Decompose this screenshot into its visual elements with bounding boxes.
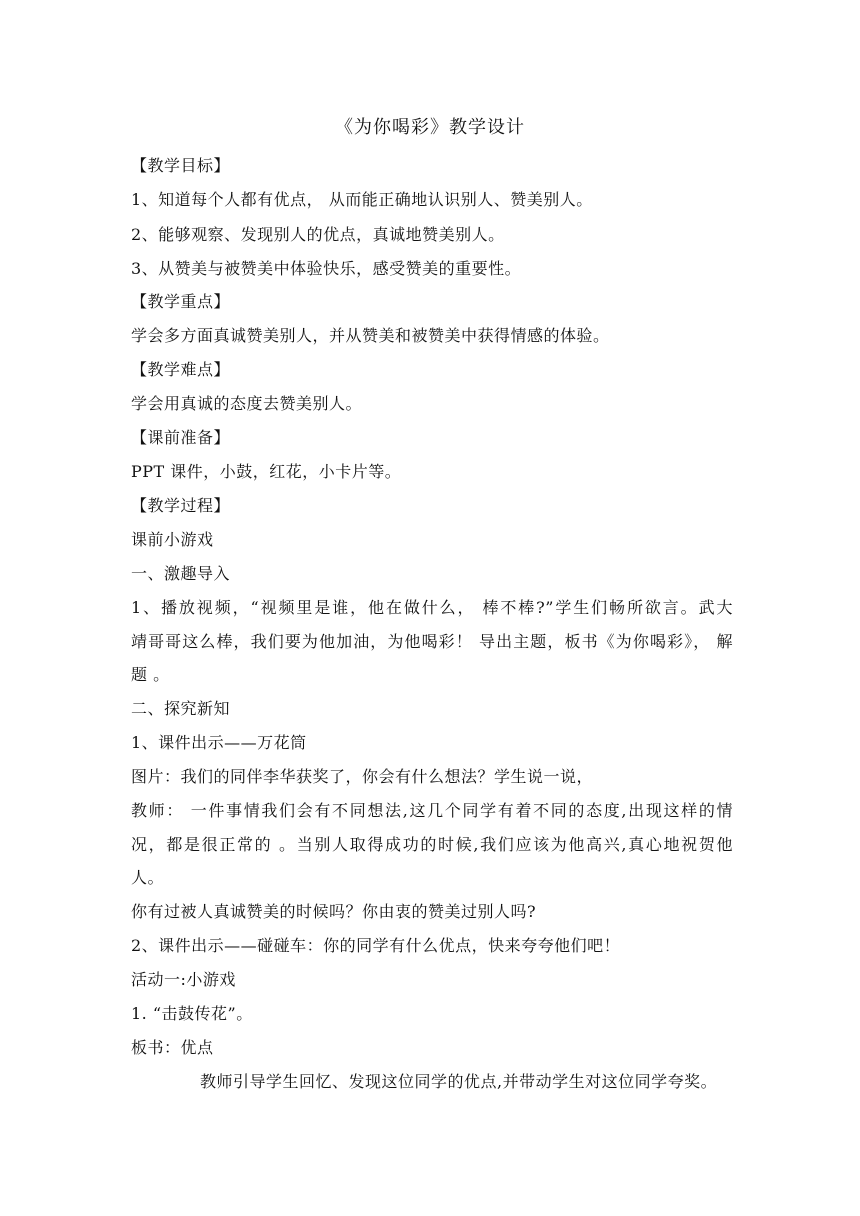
question-line: 你有过被人真诚赞美的时候吗？你由衷的赞美过别人吗?	[131, 902, 537, 921]
focus-text: 学会多方面真诚赞美别人，并从赞美和被赞美中获得情感的体验。	[131, 326, 610, 345]
pre-class-game: 课前小游戏	[131, 530, 214, 549]
part2-item-1: 1、课件出示——万花筒	[131, 733, 307, 752]
part2-heading: 二、探究新知	[131, 699, 231, 718]
document-title: 《为你喝彩》教学设计	[335, 117, 525, 138]
part1-line-1: 1、播放视频，“视频里是谁，他在做什么， 棒不棒?”学生们畅所欲言。武大	[131, 598, 733, 617]
teacher-line-2: 况，都是很正常的 。当别人取得成功的时候,我们应该为他高兴,真心地祝贺他	[131, 835, 733, 854]
prep-text: PPT 课件，小鼓，红花，小卡片等。	[131, 462, 402, 481]
section-heading-difficulty: 【教学难点】	[131, 360, 231, 379]
section-heading-focus: 【教学重点】	[131, 292, 231, 311]
board-note: 板书：优点	[131, 1038, 214, 1057]
part1-line-3: 题 。	[131, 665, 170, 684]
goal-item-3: 3、从赞美与被赞美中体验快乐，感受赞美的重要性。	[131, 259, 522, 278]
picture-line: 图片：我们的同伴李华获奖了，你会有什么想法？学生说一说，	[131, 767, 594, 786]
teacher-line-1: 教师： 一件事情我们会有不同想法,这几个同学有着不同的态度,出现这样的情	[131, 801, 733, 820]
section-heading-goals: 【教学目标】	[131, 156, 231, 175]
activity-1: 活动一:小游戏	[131, 970, 236, 989]
section-heading-prep: 【课前准备】	[131, 428, 231, 447]
part1-line-2: 靖哥哥这么棒，我们要为他加油，为他喝彩！ 导出主题，板书《为你喝彩》， 解	[131, 632, 733, 651]
goal-item-1: 1、知道每个人都有优点， 从而能正确地认识别人、赞美别人。	[131, 190, 593, 209]
section-heading-process: 【教学过程】	[131, 496, 231, 515]
teacher-guide: 教师引导学生回忆、发现这位同学的优点,并带动学生对这位同学夸奖。	[200, 1072, 718, 1091]
part1-heading: 一、激趣导入	[131, 564, 231, 583]
part2-item-2: 2、课件出示——碰碰车：你的同学有什么优点，快来夸夸他们吧！	[131, 936, 621, 955]
goal-item-2: 2、能够观察、发现别人的优点，真诚地赞美别人。	[131, 225, 505, 244]
game-item: 1. “击鼓传花”。	[131, 1004, 253, 1023]
teacher-line-3: 人。	[131, 868, 165, 887]
difficulty-text: 学会用真诚的态度去赞美别人。	[131, 394, 363, 413]
